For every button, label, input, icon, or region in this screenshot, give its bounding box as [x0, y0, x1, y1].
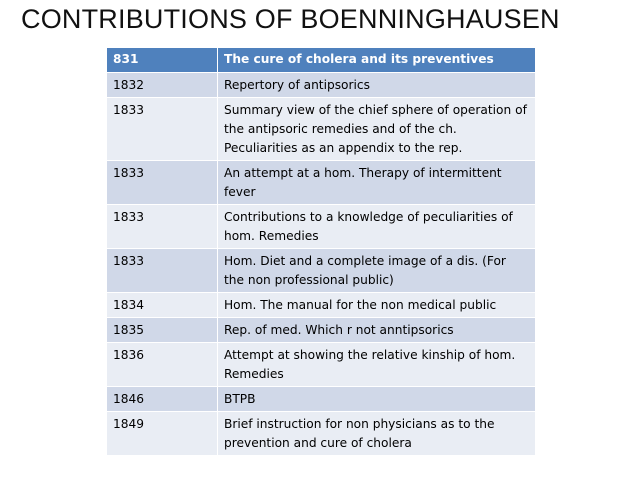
year-cell: 1836 [107, 343, 218, 387]
table-row [107, 318, 535, 343]
table-row [107, 73, 535, 98]
work-cell: Brief instruction for non physicians as to the prevention and cure of cholera [218, 412, 536, 456]
year-cell: 1833 [107, 205, 218, 249]
year-cell: 1834 [107, 293, 218, 318]
page-title: CONTRIBUTIONS OF BOENNINGHAUSEN [21, 4, 560, 34]
work-cell: An attempt at a hom. Therapy of intermittent fever [218, 161, 536, 205]
table-row [107, 412, 535, 456]
year-cell: 1835 [107, 318, 218, 343]
header-work-cell: The cure of cholera and its preventives [218, 48, 536, 73]
table-row [107, 249, 535, 293]
contributions-table [107, 48, 535, 456]
table-row [107, 98, 535, 161]
work-cell: Hom. Diet and a complete image of a dis. (For the non professional public) [218, 249, 536, 293]
table-row [107, 343, 535, 387]
work-cell: Hom. The manual for the non medical public [218, 293, 536, 318]
work-cell: Repertory of antipsorics [218, 73, 536, 98]
header-year-cell: 831 [107, 48, 218, 73]
work-cell: Rep. of med. Which r not anntipsorics [218, 318, 536, 343]
work-cell: Attempt at showing the relative kinship of hom. Remedies [218, 343, 536, 387]
year-cell: 1846 [107, 387, 218, 412]
work-cell: Contributions to a knowledge of peculiarities of hom. Remedies [218, 205, 536, 249]
work-cell: BTPB [218, 387, 536, 412]
table-row [107, 205, 535, 249]
table-row [107, 387, 535, 412]
year-cell: 1833 [107, 249, 218, 293]
year-cell: 1833 [107, 98, 218, 161]
year-cell: 1832 [107, 73, 218, 98]
table-row [107, 161, 535, 205]
year-cell: 1849 [107, 412, 218, 456]
table-row [107, 293, 535, 318]
year-cell: 1833 [107, 161, 218, 205]
table-header-row [107, 48, 535, 73]
work-cell: Summary view of the chief sphere of operation of the antipsoric remedies and of the ch. Peculiarities as an appendix to the rep. [218, 98, 536, 161]
